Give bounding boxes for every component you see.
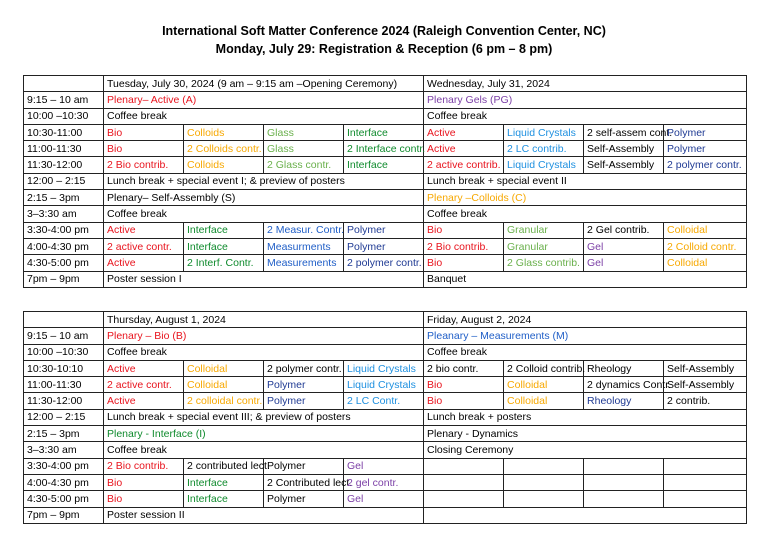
session-cell: 2 Colloid contrib. (504, 360, 584, 376)
session-cell: Coffee break (424, 108, 747, 124)
time-slot: 2:15 – 3pm (24, 426, 104, 442)
session-cell: 2 Colloid contr. (664, 238, 747, 254)
session-cell: Gel (344, 491, 424, 507)
session-cell: Colloidal (184, 377, 264, 393)
session-cell: Interface (184, 238, 264, 254)
session-cell: Colloids (184, 157, 264, 173)
time-slot: 10:00 –10:30 (24, 108, 104, 124)
session-cell (504, 458, 584, 474)
time-slot: 3:30-4:00 pm (24, 458, 104, 474)
session-cell: Coffee break (104, 206, 424, 222)
session-cell: 2 Glass contr. (264, 157, 344, 173)
schedule-row (24, 328, 747, 344)
session-cell: Active (104, 222, 184, 238)
time-slot: 4:00-4:30 pm (24, 474, 104, 490)
session-cell: Polymer (664, 141, 747, 157)
session-cell: Colloidal (184, 360, 264, 376)
day-right-header: Friday, August 2, 2024 (424, 312, 747, 328)
session-cell: Polymer (664, 124, 747, 140)
schedule-row (24, 255, 747, 271)
schedule-row (24, 474, 747, 490)
session-cell: Coffee break (104, 442, 424, 458)
session-cell: Glass (264, 141, 344, 157)
schedule-row (24, 491, 747, 507)
monday-registration-line: Monday, July 29: Registration & Reception (6 pm – 8 pm) (215, 42, 553, 56)
schedule-row (24, 458, 747, 474)
session-cell: Liquid Crystals (504, 124, 584, 140)
session-cell: Poster session I (104, 271, 424, 287)
session-cell: 2 active contr. (104, 238, 184, 254)
session-cell: Bio (104, 124, 184, 140)
session-cell: 2 gel contr. (344, 474, 424, 490)
session-cell (504, 474, 584, 490)
session-cell: Plenary– Self-Assembly (S) (104, 190, 424, 206)
session-cell: Polymer (264, 393, 344, 409)
session-cell: Granular (504, 222, 584, 238)
session-cell: Rheology (584, 360, 664, 376)
time-slot: 9:15 – 10 am (24, 92, 104, 108)
time-slot: 3–3:30 am (24, 442, 104, 458)
time-slot: 7pm – 9pm (24, 271, 104, 287)
session-cell: 2 dynamics Contr. (584, 377, 664, 393)
session-cell (584, 474, 664, 490)
session-cell: Measurments (264, 238, 344, 254)
schedule-row (24, 222, 747, 238)
schedule-row (24, 157, 747, 173)
session-cell: 2 Contributed lect. (264, 474, 344, 490)
schedule-row (24, 409, 747, 425)
session-cell: Coffee break (104, 108, 424, 124)
session-cell (584, 458, 664, 474)
session-cell: 2 active contr. (104, 377, 184, 393)
session-cell: 2 Glass contrib. (504, 255, 584, 271)
session-cell: Colloidal (664, 255, 747, 271)
session-cell: Colloidal (504, 377, 584, 393)
session-cell: Self-Assembly (584, 141, 664, 157)
session-cell: Bio (424, 377, 504, 393)
session-cell: Interface (344, 157, 424, 173)
session-cell: 2 active contrib. (424, 157, 504, 173)
session-cell: Polymer (344, 238, 424, 254)
session-cell: Self-Assembly (664, 360, 747, 376)
session-cell: 2 contrib. (664, 393, 747, 409)
schedule-row (24, 92, 747, 108)
session-cell: Bio (104, 141, 184, 157)
time-slot: 3:30-4:00 pm (24, 222, 104, 238)
session-cell: Plenary - Dynamics (424, 426, 747, 442)
session-cell: Granular (504, 238, 584, 254)
session-cell (424, 491, 504, 507)
session-cell: Polymer (264, 491, 344, 507)
schedule-row (24, 124, 747, 140)
session-cell: Active (424, 124, 504, 140)
session-cell: 2 polymer contr. (344, 255, 424, 271)
time-slot: 12:00 – 2:15 (24, 409, 104, 425)
time-slot: 10:00 –10:30 (24, 344, 104, 360)
time-header-cell (24, 76, 104, 92)
schedule-row (24, 206, 747, 222)
schedule-row (24, 238, 747, 254)
session-cell: 2 LC contrib. (504, 141, 584, 157)
session-cell: Pleanary – Measurements (M) (424, 328, 747, 344)
session-cell: Liquid Crystals (344, 377, 424, 393)
session-cell: Coffee break (424, 344, 747, 360)
schedule-table-week1 (23, 75, 747, 288)
session-cell: Liquid Crystals (344, 360, 424, 376)
time-header-cell (24, 312, 104, 328)
time-slot: 4:00-4:30 pm (24, 238, 104, 254)
session-cell: Glass (264, 124, 344, 140)
session-cell: Gel (584, 238, 664, 254)
session-cell (424, 507, 747, 523)
session-cell: Plenary – Bio (B) (104, 328, 424, 344)
schedule-row (24, 442, 747, 458)
session-cell (664, 458, 747, 474)
session-cell: Plenary– Active (A) (104, 92, 424, 108)
session-cell: Bio (104, 491, 184, 507)
session-cell: 2 Bio contrib. (104, 458, 184, 474)
session-cell: Coffee break (424, 206, 747, 222)
session-cell: 2 polymer contr. (264, 360, 344, 376)
session-cell: 2 colloidal contr. (184, 393, 264, 409)
session-cell: Interface (184, 474, 264, 490)
session-cell: Self-Assembly (584, 157, 664, 173)
time-slot: 11:00-11:30 (24, 377, 104, 393)
session-cell: 2 Bio contrib. (104, 157, 184, 173)
session-cell: 2 Interface contr. (344, 141, 424, 157)
schedule-row (24, 108, 747, 124)
session-cell: Rheology (584, 393, 664, 409)
session-cell: 2 bio contr. (424, 360, 504, 376)
session-cell: Measurements (264, 255, 344, 271)
session-cell: Interface (184, 491, 264, 507)
schedule-row (24, 377, 747, 393)
time-slot: 2:15 – 3pm (24, 190, 104, 206)
session-cell: 2 Interf. Contr. (184, 255, 264, 271)
session-cell: Banquet (424, 271, 747, 287)
session-cell: Polymer (264, 458, 344, 474)
time-slot: 11:00-11:30 (24, 141, 104, 157)
session-cell: 2 Measur. Contr. (264, 222, 344, 238)
session-cell: 2 Bio contrib. (424, 238, 504, 254)
time-slot: 4:30-5:00 pm (24, 255, 104, 271)
session-cell: Polymer (344, 222, 424, 238)
session-cell (504, 491, 584, 507)
session-cell: Lunch break + special event III; & preview of posters (104, 409, 424, 425)
session-cell: Gel (584, 255, 664, 271)
session-cell: 2 LC Contr. (344, 393, 424, 409)
schedule-row (24, 426, 747, 442)
time-slot: 10:30-10:10 (24, 360, 104, 376)
schedule-table-week2 (23, 311, 747, 524)
session-cell: Liquid Crystals (504, 157, 584, 173)
session-cell (424, 458, 504, 474)
schedule-row (24, 141, 747, 157)
day-right-header: Wednesday, July 31, 2024 (424, 76, 747, 92)
session-cell: Plenary –Colloids (C) (424, 190, 747, 206)
session-cell: Plenary Gels (PG) (424, 92, 747, 108)
session-cell: Closing Ceremony (424, 442, 747, 458)
session-cell: Lunch break + posters (424, 409, 747, 425)
session-cell: Active (104, 255, 184, 271)
session-cell: Interface (344, 124, 424, 140)
session-cell: 2 contributed lect. (184, 458, 264, 474)
session-cell: Gel (344, 458, 424, 474)
time-slot: 9:15 – 10 am (24, 328, 104, 344)
time-slot: 4:30-5:00 pm (24, 491, 104, 507)
session-cell: Active (104, 393, 184, 409)
conference-title: International Soft Matter Conference 2024 (Raleigh Convention Center, NC) (162, 24, 606, 38)
session-cell: Bio (424, 222, 504, 238)
session-cell: Lunch break + special event II (424, 173, 747, 189)
session-cell: Colloids (184, 124, 264, 140)
schedule-row (24, 271, 747, 287)
day-left-header: Thursday, August 1, 2024 (104, 312, 424, 328)
session-cell: Poster session II (104, 507, 424, 523)
time-slot: 10:30-11:00 (24, 124, 104, 140)
time-slot: 3–3:30 am (24, 206, 104, 222)
session-cell: Lunch break + special event I; & preview of posters (104, 173, 424, 189)
session-cell: Active (104, 360, 184, 376)
schedule-row (24, 507, 747, 523)
session-cell: Interface (184, 222, 264, 238)
time-slot: 12:00 – 2:15 (24, 173, 104, 189)
session-cell: Coffee break (104, 344, 424, 360)
session-cell: Colloidal (664, 222, 747, 238)
session-cell: 2 Colloids contr. (184, 141, 264, 157)
time-slot: 11:30-12:00 (24, 393, 104, 409)
session-cell: Bio (424, 255, 504, 271)
session-cell: Plenary - Interface (I) (104, 426, 424, 442)
session-cell (584, 491, 664, 507)
session-cell: Polymer (264, 377, 344, 393)
session-cell: Bio (424, 393, 504, 409)
session-cell (664, 491, 747, 507)
day-header-row (24, 312, 747, 328)
session-cell: Bio (104, 474, 184, 490)
time-slot: 11:30-12:00 (24, 157, 104, 173)
session-cell: Colloidal (504, 393, 584, 409)
time-slot: 7pm – 9pm (24, 507, 104, 523)
session-cell: Self-Assembly (664, 377, 747, 393)
schedule-row (24, 393, 747, 409)
schedule-row (24, 344, 747, 360)
schedule-row (24, 173, 747, 189)
session-cell: 2 Gel contrib. (584, 222, 664, 238)
day-left-header: Tuesday, July 30, 2024 (9 am – 9:15 am –Opening Ceremony) (104, 76, 424, 92)
day-header-row (24, 76, 747, 92)
session-cell (424, 474, 504, 490)
session-cell (664, 474, 747, 490)
session-cell: 2 polymer contr. (664, 157, 747, 173)
session-cell: Active (424, 141, 504, 157)
session-cell: 2 self-assem cont. (584, 124, 664, 140)
schedule-row (24, 360, 747, 376)
schedule-row (24, 190, 747, 206)
